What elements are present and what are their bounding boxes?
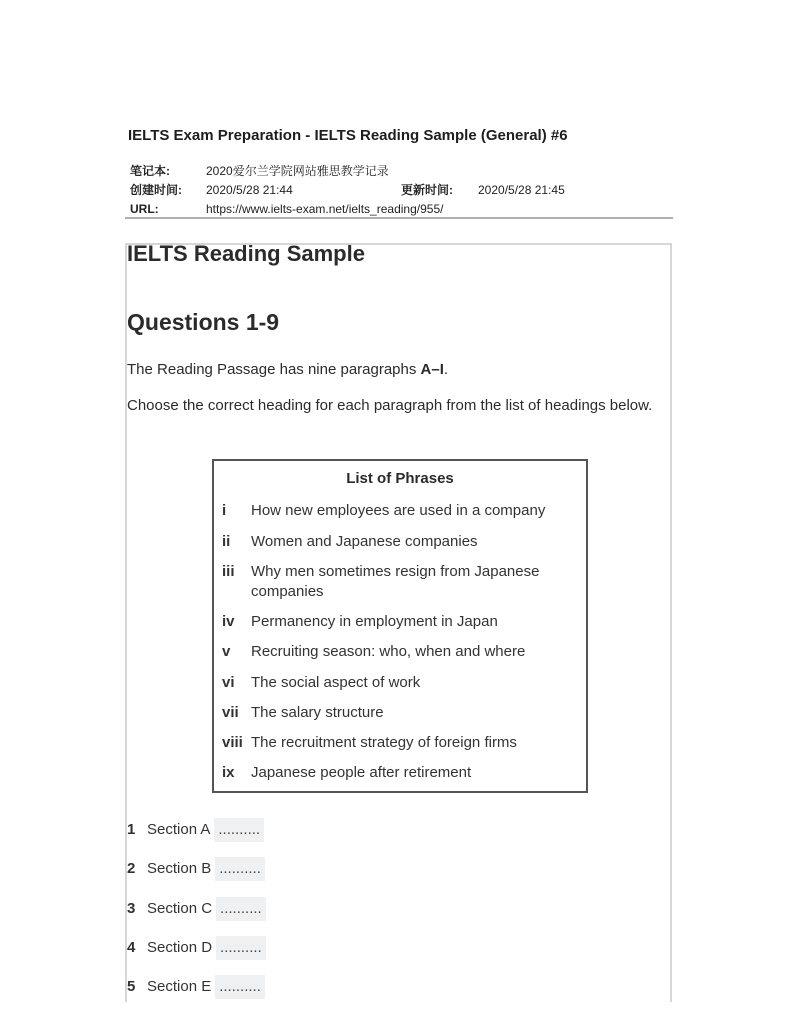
intro-paragraph-range: A–I (420, 361, 444, 378)
question-number: 3 (127, 900, 136, 917)
phrase-text: The recruitment strategy of foreign firms (251, 734, 517, 751)
answer-blank[interactable]: .......... (215, 975, 265, 999)
question-label: Section E (147, 978, 212, 995)
question-row (127, 975, 265, 999)
notebook-value: 2020爱尔兰学院网站雅思教学记录 (206, 164, 389, 178)
notebook-label: 笔记本: (130, 164, 170, 178)
document-title: IELTS Exam Preparation - IELTS Reading Sample (General) #6 (128, 127, 568, 144)
instruction-paragraph: Choose the correct heading for each paragraph from the list of headings below. (127, 397, 653, 414)
updated-label: 更新时间: (401, 183, 453, 197)
updated-value: 2020/5/28 21:45 (478, 183, 565, 197)
question-label: Section A (147, 821, 211, 838)
url-label: URL: (130, 202, 159, 216)
question-number: 1 (127, 821, 136, 838)
answer-blank[interactable]: .......... (216, 936, 266, 960)
question-label: Section B (147, 860, 212, 877)
intro-prefix: The Reading Passage has nine paragraphs (127, 361, 421, 378)
question-number: 5 (127, 978, 136, 995)
created-label: 创建时间: (130, 183, 182, 197)
phrase-numeral: i (222, 502, 227, 519)
phrase-text: Why men sometimes resign from Japanese companies (251, 563, 540, 600)
answer-blank[interactable]: .......... (215, 857, 265, 881)
url-link[interactable]: https://www.ielts-exam.net/ielts_reading/955/ (206, 202, 444, 216)
intro-paragraph (127, 361, 448, 378)
header-divider (125, 217, 673, 219)
created-value: 2020/5/28 21:44 (206, 183, 293, 197)
phrase-numeral: vi (222, 674, 235, 691)
question-number: 4 (127, 939, 136, 956)
question-number: 2 (127, 860, 136, 877)
question-label: Section D (147, 939, 213, 956)
phrase-numeral: viii (222, 734, 243, 751)
phrase-numeral: vii (222, 704, 239, 721)
phrase-text: Permanency in employment in Japan (251, 613, 498, 630)
phrase-text: Women and Japanese companies (251, 533, 478, 550)
phrase-numeral: ii (222, 533, 231, 550)
phrase-list-box (212, 459, 588, 793)
question-row (127, 936, 266, 960)
questions-heading: Questions 1-9 (127, 309, 280, 335)
answer-blank[interactable]: .......... (214, 818, 264, 842)
intro-suffix: . (443, 361, 449, 378)
phrase-text: How new employees are used in a company (251, 502, 546, 519)
phrase-numeral: v (222, 643, 231, 660)
question-label: Section C (147, 900, 213, 917)
question-row (127, 818, 264, 842)
phrase-text: Recruiting season: who, when and where (251, 643, 526, 660)
phrase-list-title: List of Phrases (346, 470, 454, 487)
phrase-numeral: iv (222, 613, 235, 630)
question-row (127, 857, 265, 881)
phrase-text: The social aspect of work (251, 674, 421, 691)
phrase-numeral: ix (222, 764, 235, 781)
answer-blank[interactable]: .......... (216, 897, 266, 921)
phrase-numeral: iii (222, 563, 235, 580)
phrase-text: Japanese people after retirement (251, 764, 472, 781)
phrase-text: The salary structure (251, 704, 384, 721)
question-row (127, 897, 266, 921)
page-heading: IELTS Reading Sample (127, 241, 365, 266)
